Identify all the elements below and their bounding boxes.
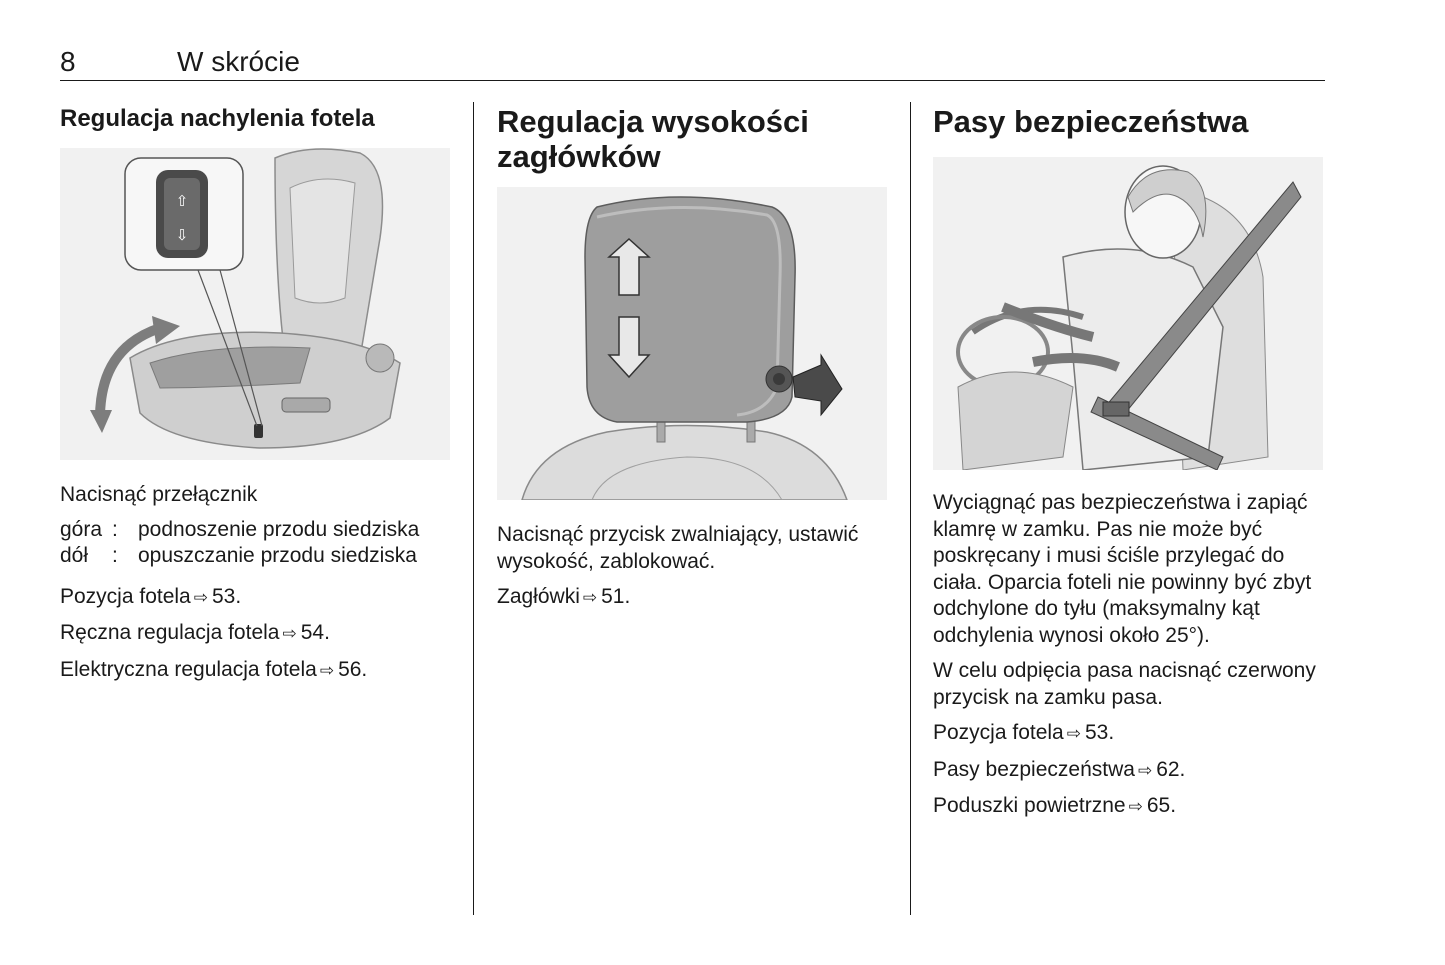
- cross-reference[interactable]: Zagłówki⇨ 51.: [497, 584, 889, 612]
- arrow-ref-icon: [279, 621, 300, 644]
- section-heading: Regulacja wysokości zagłówków: [497, 104, 809, 174]
- arrow-ref-icon: [580, 585, 601, 608]
- section-headrest-height: [497, 100, 889, 612]
- arrow-ref-icon: [1126, 794, 1147, 817]
- headrest-illustration: [497, 187, 887, 500]
- svg-text:⇩: ⇩: [175, 226, 189, 244]
- arrow-ref-icon: [1135, 758, 1156, 781]
- row-value: podnoszenie przodu siedziska: [138, 517, 420, 541]
- cross-reference[interactable]: Pozycja fotela⇨ 53.: [60, 584, 452, 612]
- cross-reference[interactable]: Pasy bezpieczeństwa⇨ 62.: [933, 757, 1325, 785]
- switch-functions-table: [60, 517, 419, 570]
- arrow-ref-icon: [1064, 721, 1085, 744]
- section-heading: Pasy bezpieczeństwa: [933, 104, 1249, 139]
- instruction-text: W celu odpięcia pasa nacisnąć czerwony przycisk na zamku pasa.: [933, 659, 1316, 709]
- cross-reference[interactable]: Ręczna regulacja fotela⇨ 54.: [60, 620, 452, 648]
- section-heading: Regulacja nachylenia fotela: [60, 105, 375, 132]
- section-seat-tilt: [60, 100, 452, 684]
- chapter-title: W skrócie: [177, 46, 300, 77]
- cross-reference[interactable]: Poduszki powietrzne⇨ 65.: [933, 793, 1325, 821]
- table-row: [60, 543, 419, 570]
- column-divider: [910, 102, 911, 915]
- page-number: 8: [60, 46, 76, 77]
- section-seat-belts: [933, 100, 1325, 821]
- instruction-text: Nacisnąć przełącznik: [60, 483, 258, 506]
- row-value: opuszczanie przodu siedziska: [138, 544, 417, 567]
- row-separator: :: [112, 544, 118, 567]
- row-key: góra: [60, 517, 103, 541]
- seat-tilt-illustration: [60, 148, 450, 460]
- svg-text:⇧: ⇧: [175, 192, 189, 210]
- column-divider: [473, 102, 474, 915]
- cross-reference[interactable]: Elektryczna regulacja fotela⇨ 56.: [60, 657, 452, 685]
- row-separator: :: [112, 517, 118, 541]
- cross-reference[interactable]: Pozycja fotela⇨ 53.: [933, 720, 1325, 748]
- instruction-text: Wyciągnąć pas bezpieczeństwa i zapiąć klamrę w zamku. Pas nie może być poskręcany i musi ściśle przylegać do ciała. Oparcia foteli nie powinny być zbyt odchylone do tyłu (maksymalny kąt odchylenia wynosi około 25°).: [933, 491, 1312, 647]
- arrow-ref-icon: [191, 585, 212, 608]
- page-header: [60, 44, 1325, 81]
- instruction-text: Nacisnąć przycisk zwalniający, ustawić wysokość, zablokować.: [497, 523, 859, 573]
- row-key: dół: [60, 544, 89, 567]
- seat-belt-illustration: [933, 157, 1323, 470]
- arrow-ref-icon: [317, 658, 338, 681]
- table-row: [60, 517, 419, 544]
